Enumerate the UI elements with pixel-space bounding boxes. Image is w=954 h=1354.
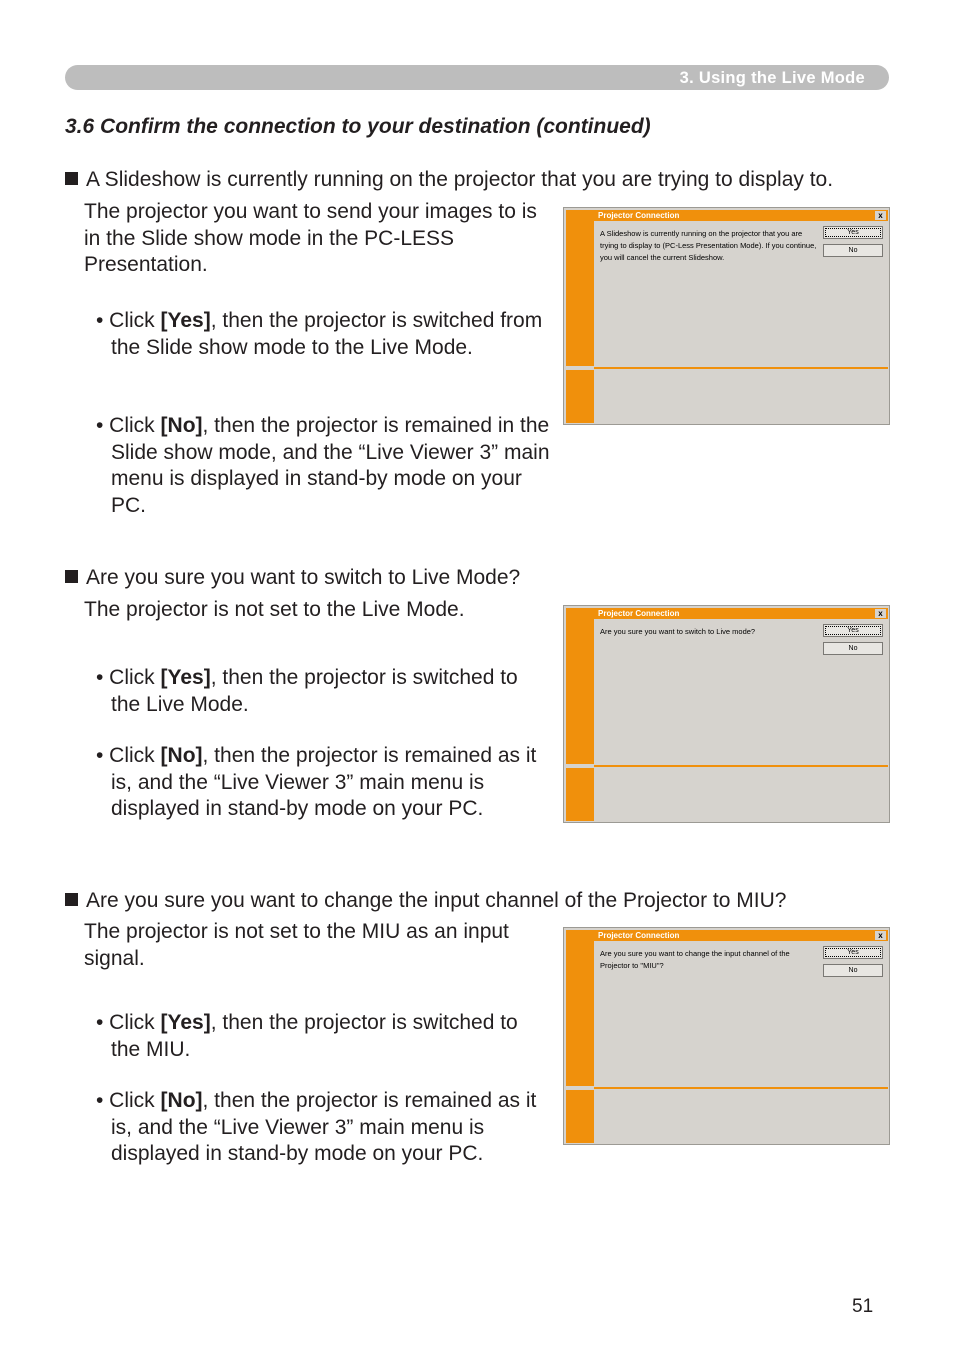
no-instruction: • Click [No], then the projector is remained as it is, and the “Live Viewer 3” main menu is displayed in stand-by mode on your PC. <box>96 1089 537 1165</box>
projector-connection-dialog <box>563 605 890 823</box>
no-button[interactable]: No <box>823 244 883 257</box>
no-button[interactable]: No <box>823 964 883 977</box>
dialog-message: Are you sure you want to switch to Live mode? <box>600 627 756 636</box>
no-instruction: • Click [No], then the projector is remained in the Slide show mode, and the “Live Viewer 3” main menu is displayed in stand-by mode on your PC. <box>96 414 550 517</box>
close-icon[interactable]: x <box>875 931 886 940</box>
square-bullet-icon <box>65 570 78 583</box>
dialog-message: A Slideshow is currently running on the projector that you are trying to display to (PC-Less Presentation Mode). If you continue, you will cancel the current Slideshow. <box>600 229 817 262</box>
section-description: The projector you want to send your images to is in the Slide show mode in the PC-LESS Presentation. <box>84 200 537 276</box>
section-description: The projector is not set to the Live Mode. <box>84 598 465 621</box>
square-bullet-icon <box>65 172 78 185</box>
yes-instruction: • Click [Yes], then the projector is switched to the MIU. <box>96 1011 518 1061</box>
yes-button[interactable]: Yes <box>823 946 883 959</box>
projector-connection-dialog <box>563 207 890 425</box>
page-number: 51 <box>852 1296 874 1317</box>
yes-instruction: • Click [Yes], then the projector is switched from the Slide show mode to the Live Mode. <box>96 309 543 359</box>
chapter-title: 3. Using the Live Mode <box>679 69 865 87</box>
close-icon[interactable]: x <box>875 211 886 220</box>
section-heading-text: Are you sure you want to change the input channel of the Projector to MIU? <box>86 889 787 912</box>
section-heading-text: A Slideshow is currently running on the projector that you are trying to display to. <box>86 168 834 191</box>
yes-instruction: • Click [Yes], then the projector is switched to the Live Mode. <box>96 666 518 716</box>
square-bullet-icon <box>65 893 78 906</box>
no-button[interactable]: No <box>823 642 883 655</box>
dialog-title: Projector Connection x <box>594 210 888 221</box>
section-description: The projector is not set to the MIU as an input signal. <box>84 920 509 970</box>
close-icon[interactable]: x <box>875 609 886 618</box>
section-heading <box>65 889 786 913</box>
dialog-title: Projector Connection x <box>594 608 888 619</box>
section-title: 3.6 Confirm the connection to your destination (continued) <box>65 115 651 138</box>
yes-button[interactable]: Yes <box>823 226 883 239</box>
section-heading-text: Are you sure you want to switch to Live Mode? <box>86 566 521 589</box>
section-heading <box>65 566 520 590</box>
yes-button[interactable]: Yes <box>823 624 883 637</box>
dialog-title: Projector Connection x <box>594 930 888 941</box>
no-instruction: • Click [No], then the projector is remained as it is, and the “Live Viewer 3” main menu is displayed in stand-by mode on your PC. <box>96 744 537 820</box>
projector-connection-dialog <box>563 927 890 1145</box>
chapter-header-bar <box>65 65 889 90</box>
dialog-message: Are you sure you want to change the input channel of the Projector to "MIU"? <box>600 949 790 970</box>
section-heading <box>65 168 833 192</box>
